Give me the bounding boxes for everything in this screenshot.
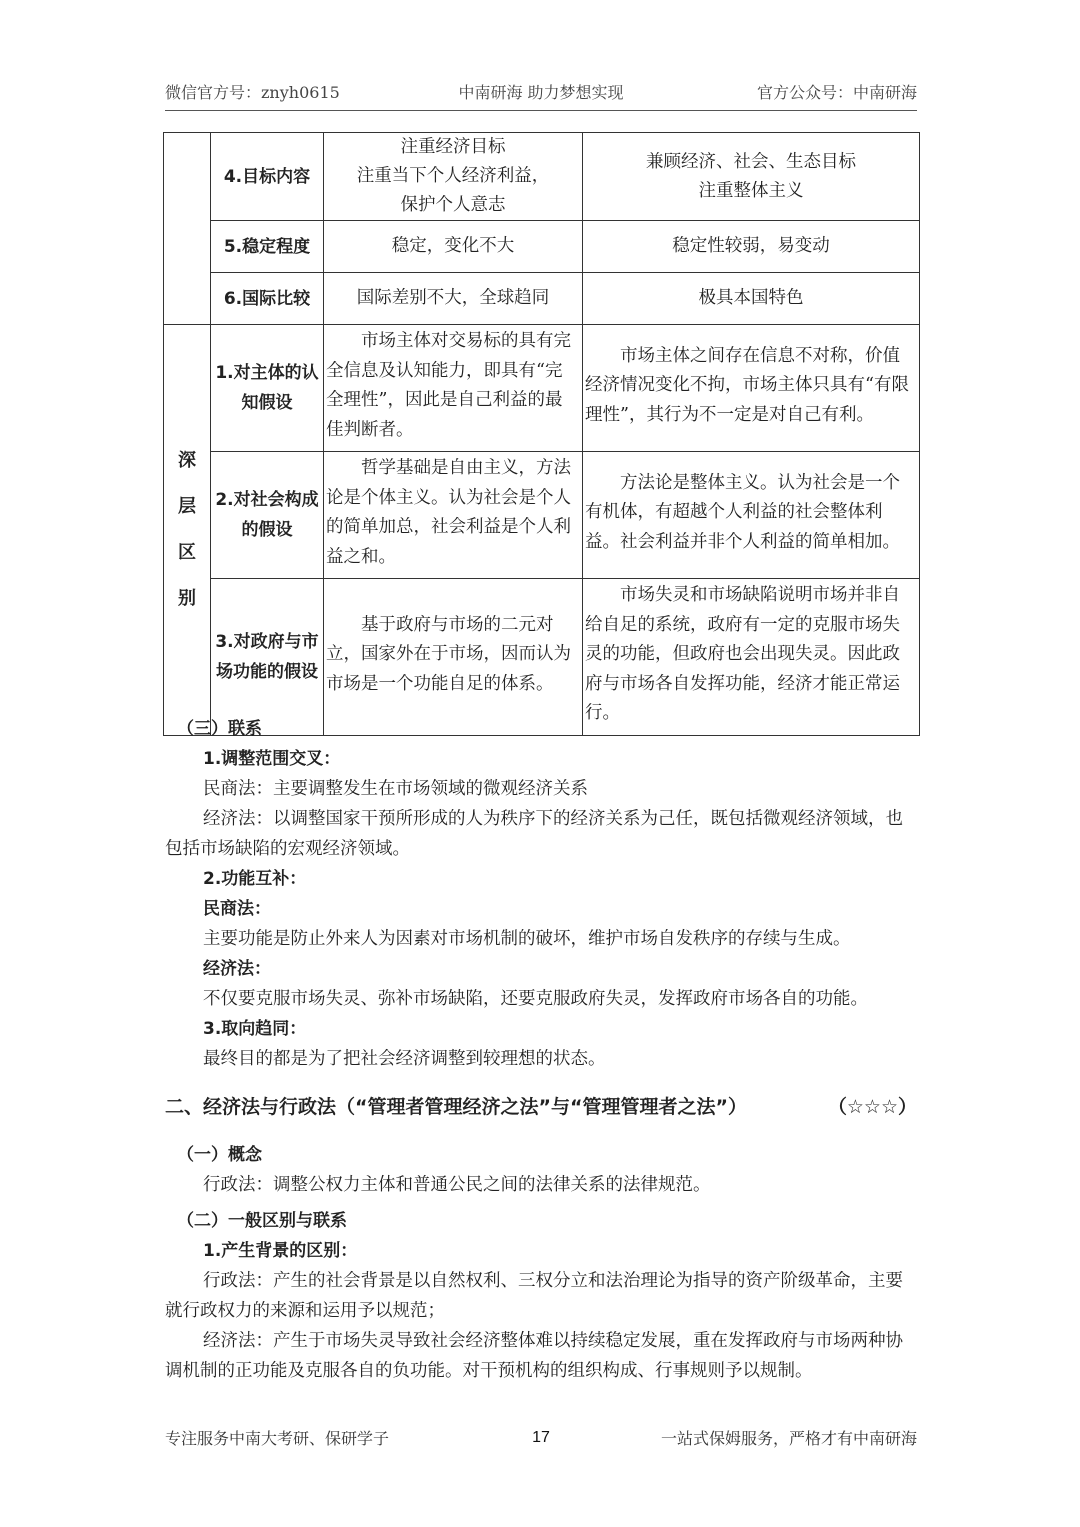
civil-law-cell: 国际差别不大，全球趋同	[324, 273, 583, 325]
paragraph: 不仅要克服市场失灵、弥补市场缺陷，还要克服政府失灵，发挥政府市场各自的功能。	[203, 989, 868, 1009]
header-official-account: 官方公众号：中南研海	[756, 83, 917, 102]
dimension-cell: 5.稳定程度	[211, 221, 324, 273]
dimension-cell: 4.目标内容	[211, 133, 324, 221]
civil-law-cell: 市场主体对交易标的具有完全信息及认知能力，即具有“完全理性”，因此是自己利益的最佳判断者。	[324, 325, 583, 452]
page-header	[165, 74, 917, 111]
section-heading: （二）一般区别与联系	[177, 1211, 347, 1231]
table-row	[164, 133, 920, 221]
economic-law-cell: 市场主体之间存在信息不对称，价值经济情况变化不拘，市场主体只具有“有限理性”，其行为不一定是对自己有利。	[583, 325, 920, 452]
subsection-title: 1.产生背景的区别：	[203, 1241, 358, 1261]
economic-law-cell: 市场失灵和市场缺陷说明市场并非自给自足的系统，政府有一定的克服市场失灵的功能，但政府也会出现失灵。因此政府与市场各自发挥功能，经济才能正常运行。	[583, 579, 920, 736]
economic-law-cell: 极具本国特色	[583, 273, 920, 325]
table-row	[164, 452, 920, 579]
category-cell-deep-difference: 深 层 区 别	[164, 325, 211, 736]
civil-law-cell: 基于政府与市场的二元对立，国家外在于市场，因而认为市场是一个功能自足的体系。	[324, 579, 583, 736]
section-relations	[165, 714, 917, 1074]
section-difference	[165, 1206, 917, 1386]
subsection-title: 2.功能互补：	[203, 869, 307, 889]
dimension-cell: 1.对主体的认知假设	[211, 325, 324, 452]
part-title	[165, 1092, 917, 1122]
paragraph: 行政法：产生的社会背景是以自然权利、三权分立和法治理论为指导的资产阶级革命，主要就行政权力的来源和运用予以规范；	[165, 1271, 903, 1321]
category-cell-blank	[164, 133, 211, 325]
economic-law-cell: 稳定性较弱，易变动	[583, 221, 920, 273]
section-heading: （一）概念	[177, 1145, 262, 1165]
page-footer	[165, 1423, 917, 1453]
importance-stars: （☆☆☆）	[827, 1096, 917, 1118]
page-number: 17	[532, 1429, 550, 1446]
header-wechat-id: 微信官方号：znyh0615	[165, 83, 340, 102]
dimension-cell: 2.对社会构成的假设	[211, 452, 324, 579]
paragraph: 主要功能是防止外来人为因素对市场机制的破坏，维护市场自发秩序的存续与生成。	[203, 929, 851, 949]
paragraph: 经济法：产生于市场失灵导致社会经济整体难以持续稳定发展，重在发挥政府与市场两种协调机制的正功能及克服各自的负功能。对干预机构的组织构成、行事规则予以规制。	[165, 1331, 903, 1381]
paragraph: 民商法：主要调整发生在市场领域的微观经济关系	[203, 779, 588, 799]
label: 民商法：	[203, 899, 271, 919]
table-row	[164, 325, 920, 452]
footer-left-slogan: 专注服务中南大考研、保研学子	[165, 1429, 390, 1448]
table-row	[164, 273, 920, 325]
paragraph: 经济法：以调整国家干预所形成的人为秩序下的经济关系为己任，既包括微观经济领域，也包括市场缺陷的宏观经济领域。	[165, 809, 903, 859]
part-title-text: 二、经济法与行政法（“管理者管理经济之法”与“管理管理者之法”）	[165, 1096, 747, 1118]
dimension-cell: 6.国际比较	[211, 273, 324, 325]
section-heading: （三）联系	[177, 719, 262, 739]
paragraph: 最终目的都是为了把社会经济调整到较理想的状态。	[203, 1049, 606, 1069]
dimension-cell: 3.对政府与市场功能的假设	[211, 579, 324, 736]
economic-law-cell: 兼顾经济、社会、生态目标 注重整体主义	[583, 133, 920, 221]
label: 经济法：	[203, 959, 271, 979]
civil-law-cell: 哲学基础是自由主义，方法论是个体主义。认为社会是个人的简单加总，社会利益是个人利益之和。	[324, 452, 583, 579]
comparison-table	[163, 132, 920, 736]
paragraph: 行政法：调整公权力主体和普通公民之间的法律关系的法律规范。	[203, 1175, 711, 1195]
section-concept	[165, 1140, 917, 1200]
header-slogan: 中南研海 助力梦想实现	[458, 83, 624, 102]
civil-law-cell: 注重经济目标 注重当下个人经济利益， 保护个人意志	[324, 133, 583, 221]
civil-law-cell: 稳定，变化不大	[324, 221, 583, 273]
economic-law-cell: 方法论是整体主义。认为社会是一个有机体，有超越个人利益的社会整体利益。社会利益并非个人利益的简单相加。	[583, 452, 920, 579]
subsection-title: 3.取向趋同：	[203, 1019, 307, 1039]
table-row	[164, 579, 920, 736]
footer-right-slogan: 一站式保姆服务，严格才有中南研海	[660, 1429, 917, 1448]
table-row	[164, 221, 920, 273]
subsection-title: 1.调整范围交叉：	[203, 749, 341, 769]
